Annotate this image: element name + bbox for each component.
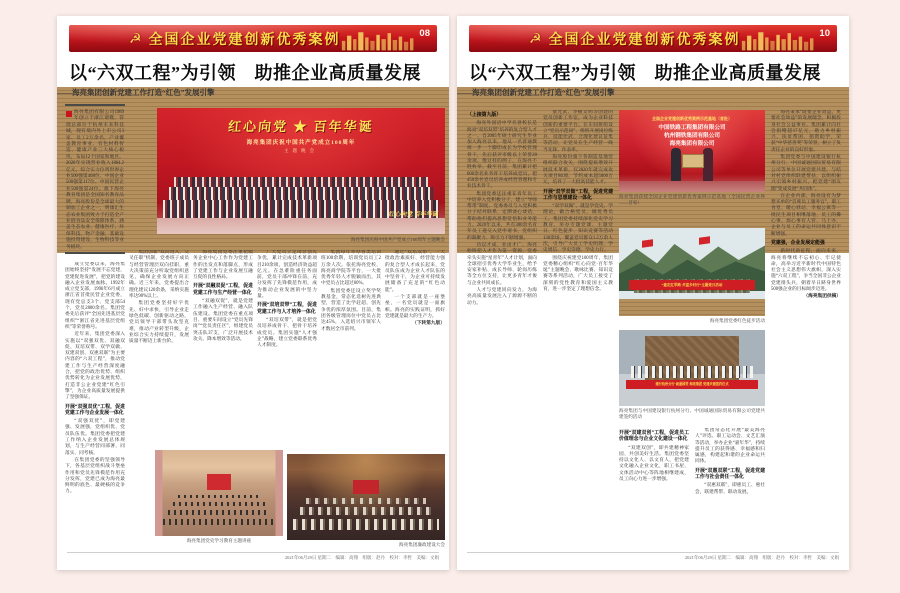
- photo-study-lecture: [155, 450, 283, 536]
- article-subtitle: ——海亮集团创新党建工作打造“红色”发展引擎: [57, 87, 449, 253]
- stage-floor: [157, 218, 445, 234]
- newspaper-page-right: [457, 16, 849, 570]
- article-paragraph: 在企业内部，海亮设有为梦想买单的“首席员工服务官”，职工食堂、暖心驿站、幸福公寓等一批民生项目相继落地，员工的操心事、烦心事有人管、马上办，企业与员工的命运共同体意识不断增强。: [771, 193, 841, 237]
- text-column: [257, 250, 317, 444]
- text-column: [543, 110, 613, 546]
- article-subhead: 开展“双强双优”工程，促进党建工作与企业发展一体化: [65, 404, 125, 416]
- article-paragraph: （海亮集团供稿）: [803, 294, 841, 300]
- article-paragraph: 梁允武、李顿文明等创建的党员创新工作室，成为企业科技创新的重要平台。在车间班组设立“党员示范岗”，组织开展岗位练兵、技能比武、合理化建议征集等活动，让党员在生产经营一线当先锋、作表率。: [543, 110, 613, 153]
- article-subhead: 开展“双融双促”工程，促进党建工作与生产经营一体化: [193, 284, 253, 296]
- article-paragraph: “双融双促”，就是党建工作融入生产经营、融入队伍建设。集团党委在重点项目、重要车间设立“党员先锋岗”“党员责任区”，组建党员突击队37支，广泛开展技术攻关、降本增效等活动。: [193, 299, 253, 342]
- page-banner: [469, 25, 837, 52]
- article-subhead: （上接第九版）: [467, 113, 502, 118]
- article-paragraph: “双惠双联”，即惠员工、惠社会，联建帮带、联动发展。: [695, 483, 765, 495]
- company-intro-text: 海亮集团有限公司1989年创立于浙江诸暨，管理总部位于杭州未来科技城，现有境内外上市公司3家、员工2万余名，产业覆盖教育事业、有色材料智造、健康产业三大核心板块，布局12个国家和地区。2020年实现营业收入1864.2亿元，综合实力位列世界企业500强第468位、中国企业500强第117位、中国民营企业500强第24位。旗下海亮教育集团是全国知名教育品牌，海亮股份是全球最大的铜加工企业之一，明康汇生态农业集团致力于打造全产业链食品安全保障体系，涵盖生态农业、健康医疗、环保科技、物产金融、基础设施投资建设、生物科技等业务板块。: [66, 110, 124, 250]
- footer-rule: [467, 552, 839, 553]
- photo-signing-ceremony: [619, 330, 765, 406]
- award-backdrop-line3: 杭州钢铁集团有限公司: [664, 133, 720, 139]
- audience-row: [163, 519, 276, 525]
- article-paragraph: “双学双做”，就是学党史、学理论，做合格党员、做优秀员工。集团党委持续深化党史学习教育，举办专题党课、主题党日、红色徒步、知识竞赛等活动130余场，覆盖党员群众1.2万余人次，引导广大员工学史明理、学史增信、学史崇德、学史力行。: [543, 204, 613, 254]
- page-number: 10: [819, 28, 830, 39]
- text-column: [619, 428, 689, 546]
- party-emblem-icon: ☭: [129, 30, 142, 47]
- skyline-graphic: [741, 28, 817, 52]
- audience-row: [168, 510, 270, 515]
- audience-row: [173, 502, 265, 506]
- photo-integrity-meeting: [287, 454, 445, 540]
- photo-caption: 海亮集团庆祝中国共产党成立100周年主题晚会: [350, 237, 445, 242]
- article-subhead: 开展“双惠双联”工程，促进党建工作与社会责任一体化: [695, 468, 765, 481]
- article-paragraph: 集团党委与中国建设银行杭州分行、中国诚通国际贸易有限公司等单位开展党建共建，与结对村党组织联建帮扶，以组织振兴引领乡村振兴，把党建“朋友圈”变成发展“共同体”。: [771, 155, 841, 192]
- article-subtitle: ——海亮集团创新党建工作打造“红色”发展引擎: [457, 87, 849, 253]
- audience-row: [306, 498, 426, 504]
- text-column: [771, 110, 841, 546]
- banner-title: 全国企业党建创新优秀案例: [148, 30, 341, 47]
- red-flag-icon: [642, 240, 653, 249]
- article-paragraph: 集团每年举办各类培训班100余期，培训党员员工2万余人次。依托海亮党校、海亮商学院等平台，一大批优秀年轻人才脱颖而出，其中党员占比超过60%。: [321, 250, 381, 287]
- award-backdrop-line1: 全国企业党建创新优秀案例示范基地（首批）: [652, 116, 732, 121]
- photo-caption: 海亮集团廉政建设大会: [399, 542, 445, 547]
- text-column: [129, 250, 189, 444]
- photo-red-hiking: [619, 228, 765, 316]
- person-figure: [703, 148, 713, 182]
- article-paragraph: 在集团党委的坚强领导下，各基层党组织战斗堡垒作用和党员先锋模范作用充分发挥，党建已成为海亮最鲜明的底色、最硬核的竞争力。: [65, 457, 125, 495]
- audience-row: [178, 495, 260, 498]
- article-paragraph: “双培双带”，就是把党员培养成骨干、把骨干培养成党员。集团实施“人才强企”战略，建立党委联系优秀人才制度。: [257, 317, 317, 349]
- banner-title: 全国企业党建创新优秀案例: [548, 30, 741, 47]
- article-paragraph: 功以才成，业由才广。海亮始终把人才作为第一资源，党委牵头实施“星青年”人才计划，面向全球招引优秀大学毕业生，给予安家补贴、成长导师、轮岗历练等全方位支持，让更多青年才俊与企业共同成长。: [467, 242, 537, 286]
- page-banner: [69, 25, 437, 52]
- article-paragraph: “双建双创”，即共建精神家园、共创美好生活。集团党委坚持以文化人、以文育人，把党建文化融入企业文化，职工书屋、文体活动中心等阵地相继建成，员工向心力进一步增强。: [619, 445, 689, 483]
- person-figure: [671, 148, 681, 182]
- wooden-deck: [619, 299, 765, 316]
- article-paragraph: 广大党员立足岗位创先争优，累计完成技术革新项目210余项，创造经济效益超亿元。在急难险重任务面前，党员干部冲锋在前，充分发挥了先锋模范作用，成为推动企业发展的中坚力量。: [257, 250, 317, 300]
- photo-caption: 海亮集团党委红色徒步活动: [709, 318, 765, 323]
- gala-calligraphy: 红心向党 ★ 百年华诞: [227, 119, 375, 134]
- photo-caption: 海亮集团获授全国企业党建创新优秀案例示范基地（全国民营企业界——首家）: [619, 194, 765, 205]
- gala-signature: 红心向党 百年华诞: [388, 212, 440, 218]
- article-paragraph: 集团党委坚持好字优先、好中求快，引导企业走绿色低碳、创新驱动之路，党员领导干部带头攻坚克难，推动产业转型升级，企业综合实力持续提升，发展质量不断迈上新台阶。: [129, 301, 189, 345]
- projection-screen: [207, 474, 230, 489]
- article-subhead: 党建强，企业发展定能强: [771, 240, 825, 246]
- signing-banner: 建行杭州分行·诚通国贸·海亮集团 党建共建签约仪式: [626, 380, 757, 389]
- article-headline: 以“六双工程”为引领 助推企业高质量发展: [69, 63, 421, 83]
- company-intro-box: [65, 104, 125, 254]
- gala-subtitle: 海亮集团庆祝中国共产党成立100周年: [246, 140, 356, 146]
- article-paragraph: 海亮秉承“既要企业效益，更要社会效益”的发展理念，积极投身社会公益事业。集团累计向社会捐赠超17亿元，助力乡村振兴、扶贫帮困、捐资助学，荣获“中华慈善奖”等荣誉，树立了负责任企业的良好形象。: [771, 110, 841, 153]
- article-paragraph: 通过“双培双带”，一大批政治素质好、经营能力强的复合型人才成长起来，党员队伍成为企业人才队伍的中坚骨干，为企业可持续发展储备了充足的“红色动能”。: [385, 250, 445, 293]
- article-paragraph: 海亮股份旗下各制造基地党组织联合攻关，围绕提质增效开展技术革新，仅2020年就完成攻关项目86项，节约成本超5000万元，培养了一大批高技能人才。: [543, 155, 613, 186]
- photo-award-ceremony: [619, 110, 765, 192]
- text-column: [65, 262, 125, 546]
- article-paragraph: “双强双优”，即党建强、发展强，党组织优、党员队伍优。集团党委把党建工作纳入企业发展总体规划，与生产经营同部署、同落实、同考核。: [65, 419, 125, 456]
- footer-rule: [67, 552, 439, 553]
- article-paragraph: 近年来，集团党委深入实施以“双强双优、双融双促、双培双带、双学双做、双建双创、双惠双联”为主要内容的“六双工程”，推动党建工作与生产经营深度融合，把党的政治优势、组织优势转化为企业发展优势，打造非公企业党建“红色引擎”，为企业高质量发展提供了坚强保证。: [65, 332, 125, 401]
- red-flag-icon: [699, 236, 710, 245]
- newspaper-page-left: [57, 16, 449, 570]
- page-number: 08: [419, 28, 430, 39]
- article-paragraph: 集团常态化开展“最美海亮人”评选、职工运动会、文艺汇演等活动，举办企业“嘉年华”，持续提升员工的获得感、幸福感和归属感，构建起和谐的企业命运共同体。: [695, 428, 765, 465]
- page-footer: 2021年06月29日 星期二 编辑：高翔 组版：赵丹 校对：李哲 美编：文娟: [284, 555, 439, 560]
- photo-caption: 海亮集团与中国建设银行杭州分行、中国诚通国际贸易有限公司党建共建签约活动: [619, 408, 765, 419]
- article-paragraph: 围绕庆祝建党100周年，集团党委精心组织“红心向党·百年华诞”主题晚会、歌咏比赛、知识竞赛等系列活动，广大员工接受了深刻的党性教育和爱国主义教育，进一步坚定了理想信念。: [543, 255, 613, 293]
- award-plaque: [682, 154, 704, 168]
- article-subhead: 开展“双培双带”工程，促进党建工作与人才培养一体化: [257, 303, 317, 315]
- award-backdrop-line4: 海亮集团有限公司: [669, 141, 715, 147]
- article-paragraph: 新时代新征程，面向未来，海亮将继续不忘初心、牢记使命，高举习近平新时代中国特色社会主义思想伟大旗帜，深入实施“六双工程”，争当全国非公企业党建排头兵，朝着早日跻身世界500强企业的目标阔步迈进。: [771, 249, 841, 293]
- page-footer: 2021年06月29日 星期二 编辑：高翔 组版：赵丹 校对：李哲 美编：文娟: [684, 555, 839, 560]
- stage-floor: [619, 181, 765, 192]
- text-column: [321, 250, 381, 444]
- audience-row: [300, 507, 433, 515]
- activity-banner: “重走红军路·共富乡村行”主题党日活动: [629, 280, 755, 290]
- text-column: [695, 428, 765, 546]
- text-column: [467, 110, 537, 546]
- red-square-icon: [66, 111, 72, 117]
- article-paragraph: 集团创新“双向进入、交叉任职”机制，党委班子成员与经营管理层双向挂职，重大决策前充分听取党组织意见，确保企业发展方向正确。近三年来，党委提出合理化建议120余条，采纳实施率达90%以上。: [129, 250, 189, 300]
- article-paragraph: 人才与党建同向发力，为海亮高质量发展注入了源源不断的动力。: [467, 288, 537, 306]
- text-column: [193, 250, 253, 444]
- article-paragraph: 海亮外国语中学名誉校长是海亮“双培双带”培养的复合型人才之一。自2005年硕士研究生毕业加入海亮以来，他从一名普通教师一步一个脚印成长为学校管理骨干，先后获评市级以上荣誉20余项。像这样的例子，在海亮不胜枚举。截至目前，集团累计把600余名业务骨干培养成党员，把450余名党员培养成经营管理和专业技术骨干。: [467, 121, 537, 190]
- photo-anniversary-gala: [157, 108, 445, 234]
- photo-caption: 海亮集团党史学习教育主题讲座: [186, 538, 252, 543]
- party-emblem-icon: ☭: [529, 30, 542, 47]
- article-paragraph: 集团党委还设立奖学奖教基金，常态化选树先进典型，营造了比学赶超、创先争优的浓厚氛围。目前，集团各级管理岗位中党员占比达45%，入选绍兴市领军人才数居全市前列。: [321, 288, 381, 332]
- article-subhead: 开展“双学双做”工程，促进党建工作与思想建设一体化: [543, 189, 613, 201]
- article-subhead: 开展“双建双创”工程，促进员工价值理念与企业文化建设一体化: [619, 431, 689, 443]
- audience-row: [293, 519, 438, 530]
- skyline-graphic: [341, 28, 417, 52]
- group-row: [631, 366, 754, 378]
- projection-screen: [353, 480, 378, 494]
- article-paragraph: 一个支部就是一座堡垒，一名党员就是一面旗帜。海亮的实践证明，抓好党建就是最大的生产力。: [385, 295, 445, 319]
- gala-label: 主题晚会: [284, 148, 318, 153]
- article-paragraph: 海亮集团党委注重把服务企业中心工作作为党建工作的出发点和落脚点，形成了党建工作与企业发展互融互促的良性格局。: [193, 250, 253, 281]
- article-paragraph: 集团党委还注重在青年员工中培养入党积极分子，建立“导师帮带”制度，党委委员与入党积极分子结对联系，定期谈心谈话，帮助他们提高思想觉悟和业务能力。2020年以来，共有380余名青年员工递交入党申请书，党组织的凝聚力、吸引力不断增强。: [467, 191, 537, 241]
- article-headline: 以“六双工程”为引领 助推企业高质量发展: [469, 63, 821, 83]
- text-column: [385, 250, 445, 444]
- article-paragraph: （下转第九版）: [412, 321, 445, 327]
- award-backdrop-line2: 中国铁路工程集团有限公司: [658, 125, 726, 131]
- article-paragraph: 成立党委以来，海亮集团始终坚持“发展不忘党建，党建促进发展”，把党的建设融入企业发展血脉。1992年成立党支部，1996年6月成立浙江省首批民营企业党委，现有党总支3个、党支部54个，党员2800余名。集团党委先后获评“全国先进基层党组织”“浙江省先进基层党组织”等荣誉称号。: [65, 262, 125, 330]
